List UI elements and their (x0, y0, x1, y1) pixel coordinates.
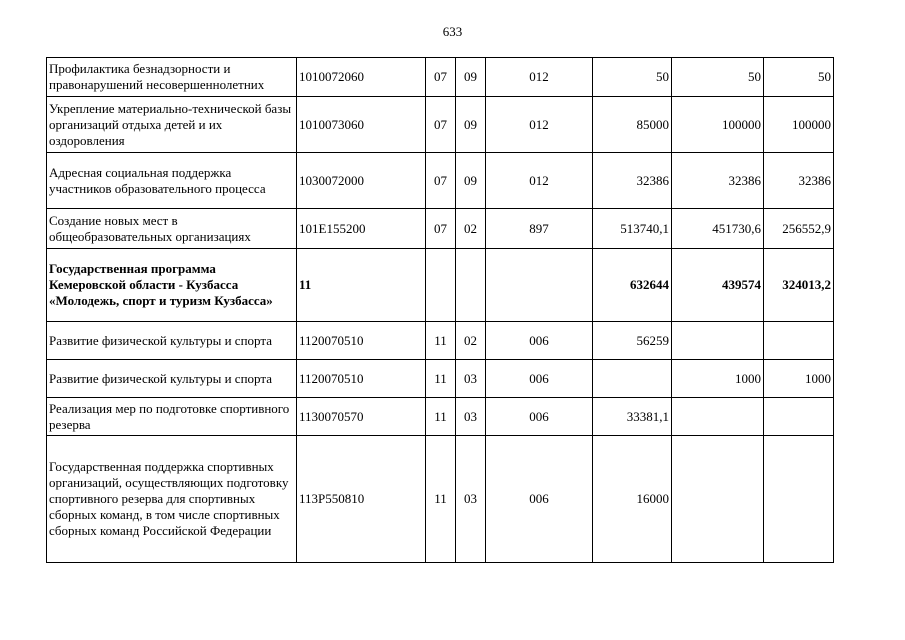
row-amount-1: 632644 (593, 249, 672, 322)
row-name: Государственная программа Кемеровской области - Кузбасса «Молодежь, спорт и туризм Кузбасса» (47, 249, 297, 322)
row-target-code: 1130070570 (297, 398, 426, 436)
row-amount-1: 32386 (593, 153, 672, 209)
row-amount-3 (764, 322, 834, 360)
row-amount-1: 33381,1 (593, 398, 672, 436)
row-section: 07 (426, 153, 456, 209)
row-section: 11 (426, 398, 456, 436)
row-amount-2 (672, 436, 764, 563)
row-section: 11 (426, 322, 456, 360)
row-amount-2: 32386 (672, 153, 764, 209)
row-section: 11 (426, 436, 456, 563)
row-name: Государственная поддержка спортивных организаций, осуществляющих подготовку спортивного резерва для спортивных сборных команд, в том числе спортивных сборных команд Российской Федерации (47, 436, 297, 563)
row-target-code: 1030072000 (297, 153, 426, 209)
row-expense-type (486, 249, 593, 322)
row-target-code: 1120070510 (297, 360, 426, 398)
row-section: 07 (426, 58, 456, 97)
table-row (47, 360, 834, 398)
table-row (47, 97, 834, 153)
row-amount-2: 451730,6 (672, 209, 764, 249)
row-name: Адресная социальная поддержка участников образовательного процесса (47, 153, 297, 209)
row-expense-type: 012 (486, 58, 593, 97)
row-target-code: 1120070510 (297, 322, 426, 360)
row-name: Профилактика безнадзорности и правонарушений несовершеннолетних (47, 58, 297, 97)
row-amount-2 (672, 322, 764, 360)
row-amount-3: 324013,2 (764, 249, 834, 322)
row-amount-3: 1000 (764, 360, 834, 398)
row-section: 11 (426, 360, 456, 398)
row-name: Реализация мер по подготовке спортивного резерва (47, 398, 297, 436)
row-amount-2: 50 (672, 58, 764, 97)
row-amount-2: 100000 (672, 97, 764, 153)
row-subsection: 09 (456, 58, 486, 97)
row-subsection: 03 (456, 398, 486, 436)
row-amount-3 (764, 436, 834, 563)
row-amount-3: 256552,9 (764, 209, 834, 249)
row-amount-1 (593, 360, 672, 398)
row-expense-type: 006 (486, 360, 593, 398)
row-subsection: 03 (456, 436, 486, 563)
table-row (47, 249, 834, 322)
row-amount-1: 50 (593, 58, 672, 97)
table-row (47, 436, 834, 563)
row-amount-3: 100000 (764, 97, 834, 153)
row-subsection: 03 (456, 360, 486, 398)
row-amount-1: 85000 (593, 97, 672, 153)
table-row (47, 322, 834, 360)
row-subsection: 09 (456, 153, 486, 209)
row-amount-1: 513740,1 (593, 209, 672, 249)
row-name: Укрепление материально-технической базы организаций отдыха детей и их оздоровления (47, 97, 297, 153)
table-row (47, 209, 834, 249)
row-subsection: 09 (456, 97, 486, 153)
row-name: Развитие физической культуры и спорта (47, 360, 297, 398)
table-row (47, 58, 834, 97)
page-number: 633 (442, 24, 463, 39)
row-section (426, 249, 456, 322)
row-amount-3: 50 (764, 58, 834, 97)
row-expense-type: 012 (486, 153, 593, 209)
row-amount-3: 32386 (764, 153, 834, 209)
row-target-code: 1010073060 (297, 97, 426, 153)
row-target-code: 101E155200 (297, 209, 426, 249)
row-expense-type: 897 (486, 209, 593, 249)
row-amount-2: 439574 (672, 249, 764, 322)
row-subsection (456, 249, 486, 322)
table-row (47, 153, 834, 209)
row-section: 07 (426, 97, 456, 153)
table-row (47, 398, 834, 436)
row-amount-2: 1000 (672, 360, 764, 398)
row-expense-type: 006 (486, 322, 593, 360)
row-target-code: 11 (297, 249, 426, 322)
row-expense-type: 006 (486, 398, 593, 436)
row-name: Создание новых мест в общеобразовательных организациях (47, 209, 297, 249)
row-amount-1: 16000 (593, 436, 672, 563)
budget-table (46, 57, 834, 563)
row-subsection: 02 (456, 322, 486, 360)
row-target-code: 113P550810 (297, 436, 426, 563)
row-expense-type: 006 (486, 436, 593, 563)
row-target-code: 1010072060 (297, 58, 426, 97)
row-expense-type: 012 (486, 97, 593, 153)
row-subsection: 02 (456, 209, 486, 249)
row-name: Развитие физической культуры и спорта (47, 322, 297, 360)
row-section: 07 (426, 209, 456, 249)
row-amount-1: 56259 (593, 322, 672, 360)
row-amount-2 (672, 398, 764, 436)
row-amount-3 (764, 398, 834, 436)
